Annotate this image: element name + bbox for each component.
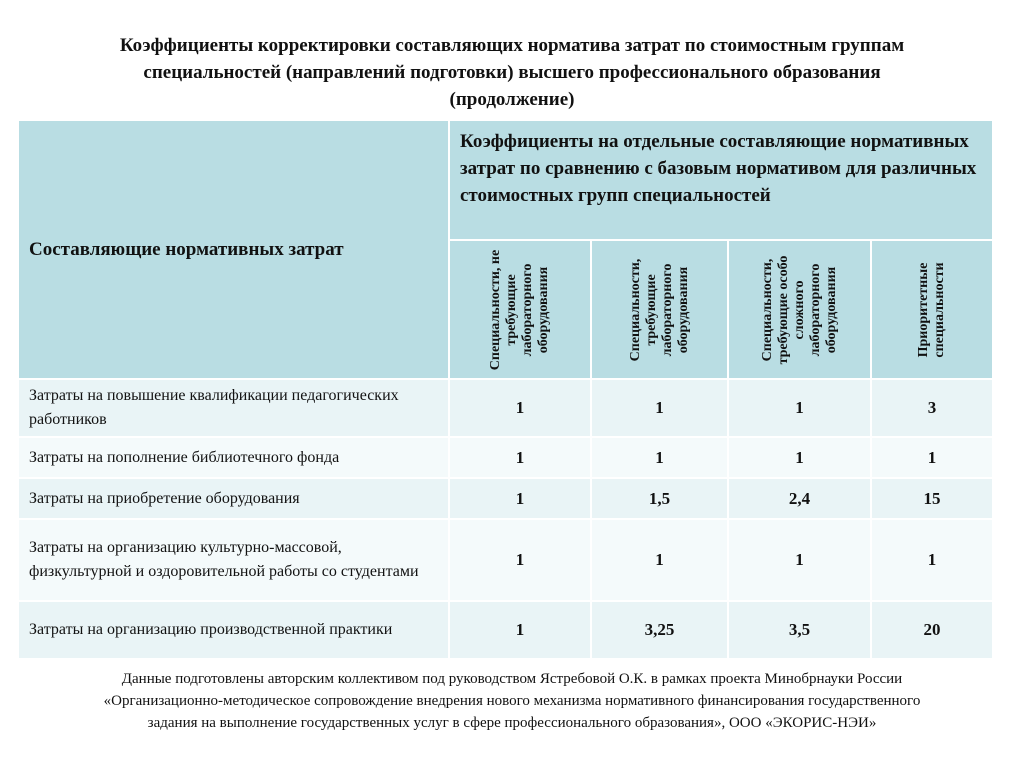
column-header-label: Приоритетные специальности: [916, 261, 948, 358]
column-header-label: Специальности, требующие лабораторного оборудования: [627, 258, 691, 361]
column-header-label: Специальности, требующие особо сложного лабораторного оборудования: [759, 255, 839, 364]
row-value: 3: [871, 379, 993, 437]
column-header: [728, 240, 871, 379]
row-value: 1: [591, 379, 728, 437]
row-value: 1: [449, 437, 591, 478]
table-row: [18, 437, 993, 478]
group-header-cell: Коэффициенты на отдельные составляющие нормативных затрат по сравнению с базовым нормативом для различных стоимостных групп специальностей: [449, 120, 993, 240]
column-header: [871, 240, 993, 379]
title-line: специальностей (направлений подготовки) высшего профессионального образования: [143, 62, 881, 83]
source-note-line: задания на выполнение государственных услуг в сфере профессионального образования», ООО «ЭКОРИС-НЭИ»: [147, 715, 877, 731]
row-value: 15: [871, 478, 993, 519]
row-label: Затраты на организацию производственной практики: [18, 601, 449, 659]
source-note-line: «Организационно-методическое сопровождение внедрения нового механизма нормативного финансирования государственного: [103, 693, 921, 709]
page-title: [20, 32, 1004, 113]
coefficients-table: [17, 119, 994, 660]
row-value: 1: [449, 379, 591, 437]
table-row: [18, 478, 993, 519]
row-value: 1: [449, 478, 591, 519]
title-line: (продолжение): [449, 89, 575, 110]
row-value: 1: [591, 437, 728, 478]
row-value: 2,4: [728, 478, 871, 519]
row-value: 1: [871, 437, 993, 478]
row-value: 1: [728, 519, 871, 601]
source-note: [20, 668, 1004, 734]
row-label: Затраты на повышение квалификации педагогических работников: [18, 379, 449, 437]
column-header-label: Специальности, не требующие лабораторного оборудования: [488, 249, 551, 370]
row-value: 1: [871, 519, 993, 601]
column-header: [449, 240, 591, 379]
row-value: 3,5: [728, 601, 871, 659]
row-value: 1: [728, 437, 871, 478]
column-header: [591, 240, 728, 379]
table-row: [18, 519, 993, 601]
row-label: Затраты на приобретение оборудования: [18, 478, 449, 519]
row-header-cell: Составляющие нормативных затрат: [18, 120, 449, 379]
row-value: 20: [871, 601, 993, 659]
row-label: Затраты на организацию культурно-массовой, физкультурной и оздоровительной работы со студентами: [18, 519, 449, 601]
row-label: Затраты на пополнение библиотечного фонда: [18, 437, 449, 478]
row-value: 1: [449, 519, 591, 601]
table-row: [18, 601, 993, 659]
table-row: [18, 379, 993, 437]
row-value: 1: [591, 519, 728, 601]
row-value: 1: [449, 601, 591, 659]
row-value: 1,5: [591, 478, 728, 519]
title-line: Коэффициенты корректировки составляющих норматива затрат по стоимостным группам: [119, 35, 905, 56]
source-note-line: Данные подготовлены авторским коллективом под руководством Ястребовой О.К. в рамках проекта Минобрнауки России: [121, 671, 903, 687]
row-value: 1: [728, 379, 871, 437]
row-value: 3,25: [591, 601, 728, 659]
